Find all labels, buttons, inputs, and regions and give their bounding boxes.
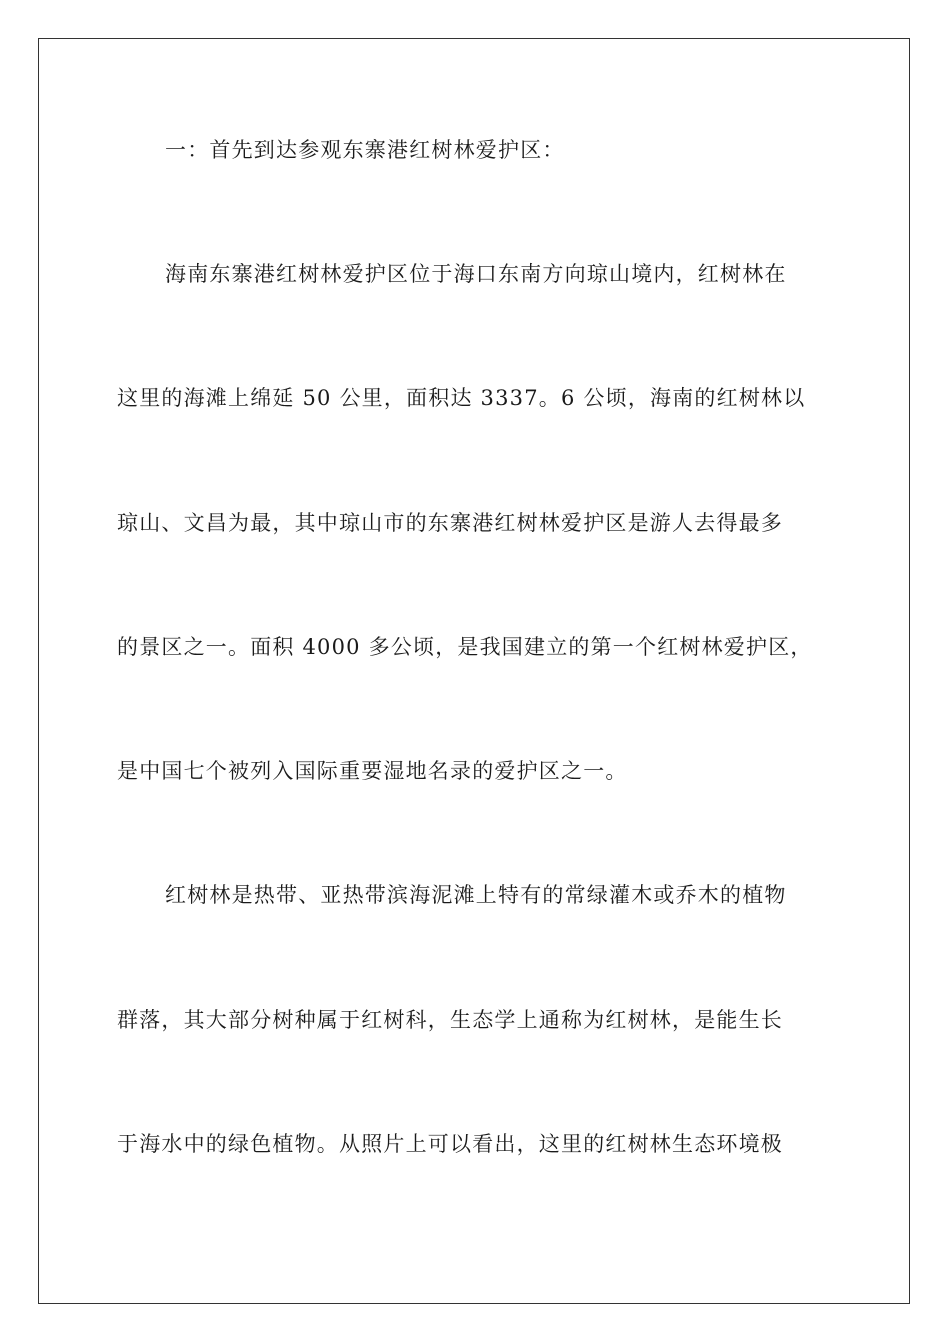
paragraph-line: 红树林是热带、亚热带滨海泥滩上特有的常绿灌木或乔木的植物 (165, 883, 787, 907)
paragraph-line: 琼山、文昌为最，其中琼山市的东寨港红树林爱护区是游人去得最多 (117, 511, 783, 535)
paragraph-line: 群落，其大部分树种属于红树科，生态学上通称为红树林，是能生长 (117, 1008, 783, 1032)
page-border (38, 38, 910, 1304)
paragraph-line: 海南东寨港红树林爱护区位于海口东南方向琼山境内，红树林在 (165, 262, 787, 286)
paragraph-line: 于海水中的绿色植物。从照片上可以看出，这里的红树林生态环境极 (117, 1132, 783, 1156)
paragraph-line: 这里的海滩上绵延 50 公里，面积达 3337。6 公顷，海南的红树林以 (117, 386, 806, 410)
paragraph-line: 的景区之一。面积 4000 多公顷，是我国建立的第一个红树林爱护区， (117, 635, 813, 659)
paragraph-line: 是中国七个被列入国际重要湿地名录的爱护区之一。 (117, 759, 628, 783)
section-heading: 一：首先到达参观东寨港红树林爱护区： (165, 138, 565, 162)
